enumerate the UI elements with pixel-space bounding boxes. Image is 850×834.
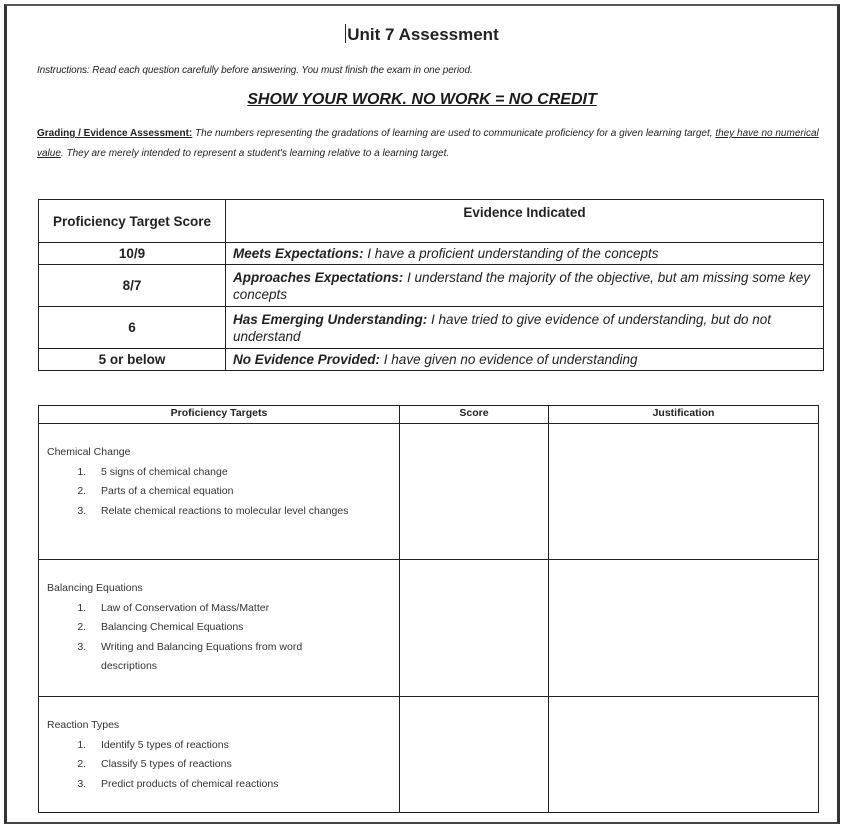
target-cell: [39, 560, 400, 697]
target-item: 2. Balancing Chemical Equations: [89, 618, 351, 638]
scale-score: 8/7: [39, 265, 226, 307]
instructions-text: Instructions: Read each question carefully before answering. You must finish the exam in one period.: [37, 65, 473, 76]
scale-description-text: I have tried to give evidence of understanding, but do not understand: [233, 311, 772, 344]
grading-underlined: they have no numerical value: [37, 128, 819, 159]
score-input-cell[interactable]: [400, 560, 549, 697]
scale-description: [226, 243, 824, 265]
target-item: 2. Classify 5 types of reactions: [89, 755, 351, 775]
proficiency-targets-table: [38, 405, 819, 813]
header-target-score: Proficiency Target Score: [39, 200, 226, 243]
target-item: 3. Predict products of chemical reactions: [89, 775, 351, 795]
target-items-list: [47, 463, 391, 522]
scale-row: [39, 349, 824, 371]
proficiency-scale-table: [38, 199, 824, 371]
justification-input-cell[interactable]: [549, 697, 819, 813]
target-topic: Reaction Types: [47, 719, 120, 731]
scale-description: [226, 307, 824, 349]
scale-description: [226, 265, 824, 307]
scale-level: No Evidence Provided:: [233, 352, 381, 367]
show-work-notice: SHOW YOUR WORK. NO WORK = NO CREDIT: [247, 91, 597, 108]
header-evidence: Evidence Indicated: [226, 200, 824, 243]
scale-description-text: I understand the majority of the objective, but am missing some key concepts: [233, 269, 810, 302]
scale-score: 5 or below: [39, 349, 226, 371]
grading-paragraph: [37, 124, 827, 163]
title-text: Unit 7 Assessment: [347, 25, 499, 44]
justification-input-cell[interactable]: [549, 424, 819, 560]
grading-text-before: The numbers representing the gradations of learning are used to communicate proficiency for a given learning target,: [192, 128, 716, 139]
target-topic: Chemical Change: [47, 446, 131, 458]
scale-description-text: I have a proficient understanding of the concepts: [363, 246, 659, 261]
grading-label: Grading / Evidence Assessment:: [37, 128, 193, 139]
target-item: 3. Relate chemical reactions to molecular level changes: [89, 502, 351, 522]
scale-header-row: [39, 200, 824, 243]
scale-description: [226, 349, 824, 371]
header-proficiency-targets: Proficiency Targets: [39, 406, 400, 424]
target-topic: Balancing Equations: [47, 582, 143, 594]
target-cell: [39, 424, 400, 560]
target-item: 1. Identify 5 types of reactions: [89, 736, 351, 756]
score-input-cell[interactable]: [400, 424, 549, 560]
header-score: Score: [400, 406, 549, 424]
targets-header-row: [39, 406, 819, 424]
target-item: 1. Law of Conservation of Mass/Matter: [89, 599, 351, 619]
scale-score: 10/9: [39, 243, 226, 265]
justification-input-cell[interactable]: [549, 560, 819, 697]
target-row: [39, 560, 819, 697]
scale-level: Approaches Expectations:: [233, 269, 404, 285]
scale-row: [39, 243, 824, 265]
target-item: 1. 5 signs of chemical change: [89, 463, 351, 483]
scale-row: [39, 265, 824, 307]
scale-description-text: I have given no evidence of understanding: [380, 352, 638, 367]
score-input-cell[interactable]: [400, 697, 549, 813]
target-row: [39, 424, 819, 560]
target-items-list: [47, 736, 391, 795]
target-row: [39, 697, 819, 813]
grading-text-after: . They are merely intended to represent a student's learning relative to a learning target.: [60, 147, 450, 159]
target-item: 3. Writing and Balancing Equations from word descriptions: [89, 638, 351, 677]
document-title: [7, 24, 837, 45]
header-justification: Justification: [549, 406, 819, 424]
target-cell: [39, 697, 400, 813]
scale-level: Has Emerging Understanding:: [233, 311, 428, 327]
target-item: 2. Parts of a chemical equation: [89, 482, 351, 502]
target-items-list: [47, 599, 391, 677]
scale-level: Meets Expectations:: [233, 246, 364, 261]
document-page: [4, 4, 840, 824]
scale-row: [39, 307, 824, 349]
scale-score: 6: [39, 307, 226, 349]
